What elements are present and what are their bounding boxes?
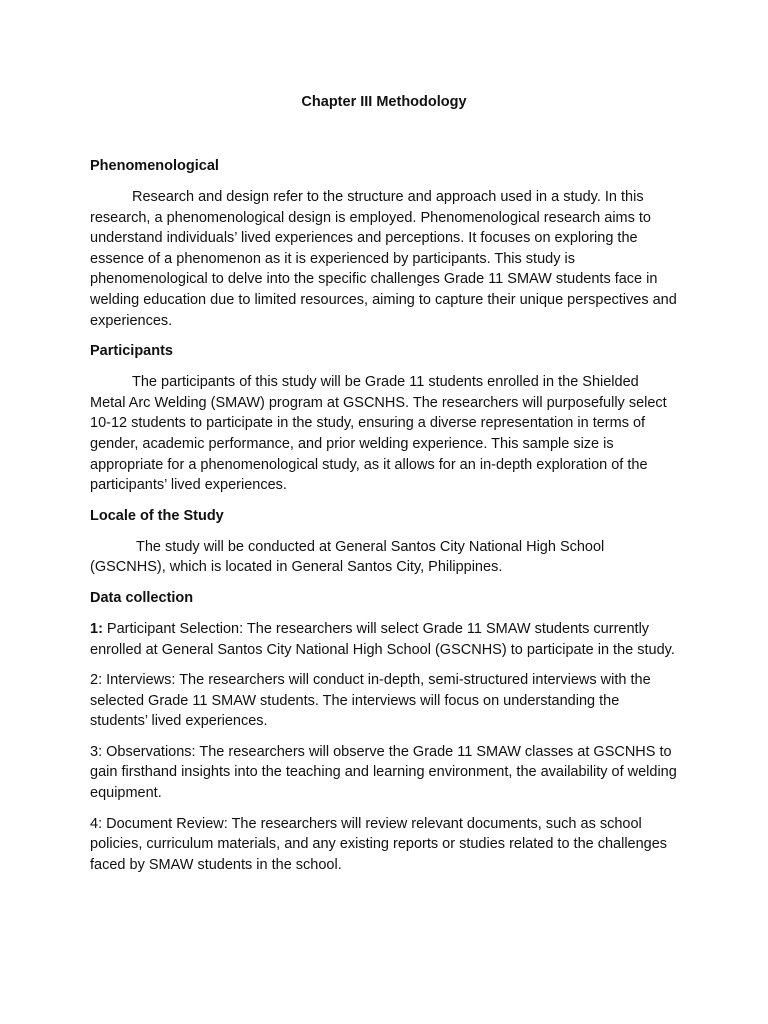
section-heading-participants: Participants xyxy=(90,343,173,360)
section-text-phenomenological: Research and design refer to the structure and approach used in a study. In this research, a phenomenological design is employed. Phenomenological research aims to understand individuals’ lived experiences and perceptions. It focuses on exploring the essence of a phenomenon as it is experienced by participants. This study is phenomenological to delve into the specific challenges Grade 11 SMAW students face in welding education due to limited resources, aiming to capture their unique perspectives and experiences. xyxy=(90,189,677,329)
section-heading-phenomenological: Phenomenological xyxy=(90,158,219,174)
page-title: Chapter III Methodology xyxy=(301,94,467,110)
list-item-number: 3: xyxy=(90,743,103,760)
list-item xyxy=(90,619,678,660)
section-text-locale: The study will be conducted at General Santos City National High School (GSCNHS), which is located in General Santos City, Philippines. xyxy=(90,538,605,576)
section-text-participants: The participants of this study will be Grade 11 students enrolled in the Shielded Metal Arc Welding (SMAW) program at GSCNHS. The researchers will purposefully select 10-12 students to participate in the study, ensuring a diverse representation in terms of gender, academic performance, and prior welding experience. This sample size is appropriate for a phenomenological study, as it allows for an in-depth exploration of the participants’ lived experiences. xyxy=(90,374,667,494)
list-item-text: Observations: The researchers will observe the Grade 11 SMAW classes at GSCNHS to gain firsthand insights into the teaching and learning environment, the availability of welding equipment. xyxy=(90,743,677,802)
list-item-number: 4: xyxy=(90,815,103,832)
list-item xyxy=(90,742,678,804)
list-item-text: Interviews: The researchers will conduct in-depth, semi-structured interviews with the selected Grade 11 SMAW students. The interviews will focus on understanding the students’ lived experiences. xyxy=(90,672,651,730)
list-item-number: 2: xyxy=(90,672,103,689)
section-heading-data-collection: Data collection xyxy=(90,589,194,606)
list-item-number: 1: xyxy=(90,620,103,637)
list-item xyxy=(90,814,678,876)
list-item-text: Participant Selection: The researchers will select Grade 11 SMAW students currently enrolled at General Santos City National High School (GSCNHS) to participate in the study. xyxy=(90,620,675,658)
list-item-text: Document Review: The researchers will review relevant documents, such as school policies, curriculum materials, and any existing reports or studies related to the challenges faced by SMAW students in the school. xyxy=(90,815,668,873)
list-item xyxy=(90,670,678,732)
section-heading-locale: Locale of the Study xyxy=(90,507,224,524)
